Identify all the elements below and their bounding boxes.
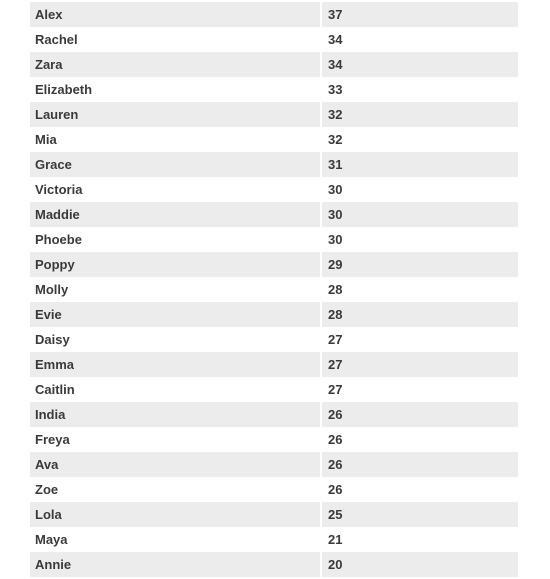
value-cell: 25	[320, 502, 518, 527]
value-cell: 26	[320, 477, 518, 502]
value-cell: 27	[320, 377, 518, 402]
value-cell: 27	[320, 327, 518, 352]
table-row	[30, 152, 518, 177]
name-cell: Maddie	[30, 202, 320, 227]
value-cell: 34	[320, 52, 518, 77]
table-row	[30, 77, 518, 102]
table-row	[30, 427, 518, 452]
table-row	[30, 252, 518, 277]
table-row	[30, 52, 518, 77]
name-cell: Victoria	[30, 177, 320, 202]
value-cell: 30	[320, 177, 518, 202]
name-cell: Emma	[30, 352, 320, 377]
value-cell: 26	[320, 402, 518, 427]
data-table	[30, 2, 518, 577]
name-cell: Lola	[30, 502, 320, 527]
value-cell: 27	[320, 352, 518, 377]
name-cell: Zoe	[30, 477, 320, 502]
name-cell: Lauren	[30, 102, 320, 127]
value-cell: 26	[320, 452, 518, 477]
name-cell: Grace	[30, 152, 320, 177]
name-cell: Daisy	[30, 327, 320, 352]
name-cell: Mia	[30, 127, 320, 152]
value-cell: 37	[320, 2, 518, 27]
name-cell: Rachel	[30, 27, 320, 52]
value-cell: 34	[320, 27, 518, 52]
value-cell: 29	[320, 252, 518, 277]
value-cell: 28	[320, 302, 518, 327]
name-cell: Evie	[30, 302, 320, 327]
value-cell: 26	[320, 427, 518, 452]
name-cell: Poppy	[30, 252, 320, 277]
table-row	[30, 202, 518, 227]
table-row	[30, 477, 518, 502]
table-row	[30, 377, 518, 402]
value-cell: 33	[320, 77, 518, 102]
table-row	[30, 2, 518, 27]
name-cell: India	[30, 402, 320, 427]
table-row	[30, 302, 518, 327]
table-row	[30, 527, 518, 552]
data-table-container	[30, 2, 518, 577]
table-row	[30, 327, 518, 352]
name-cell: Maya	[30, 527, 320, 552]
name-cell: Alex	[30, 2, 320, 27]
name-cell: Phoebe	[30, 227, 320, 252]
name-cell: Caitlin	[30, 377, 320, 402]
name-cell: Zara	[30, 52, 320, 77]
table-row	[30, 552, 518, 577]
table-row	[30, 227, 518, 252]
value-cell: 30	[320, 227, 518, 252]
table-row	[30, 177, 518, 202]
value-cell: 28	[320, 277, 518, 302]
value-cell: 21	[320, 527, 518, 552]
name-cell: Molly	[30, 277, 320, 302]
name-cell: Annie	[30, 552, 320, 577]
table-row	[30, 502, 518, 527]
table-row	[30, 27, 518, 52]
value-cell: 32	[320, 102, 518, 127]
table-body	[30, 2, 518, 577]
value-cell: 31	[320, 152, 518, 177]
table-row	[30, 127, 518, 152]
value-cell: 32	[320, 127, 518, 152]
table-row	[30, 102, 518, 127]
table-row	[30, 352, 518, 377]
table-row	[30, 402, 518, 427]
table-row	[30, 277, 518, 302]
name-cell: Freya	[30, 427, 320, 452]
name-cell: Ava	[30, 452, 320, 477]
table-row	[30, 452, 518, 477]
value-cell: 30	[320, 202, 518, 227]
name-cell: Elizabeth	[30, 77, 320, 102]
value-cell: 20	[320, 552, 518, 577]
